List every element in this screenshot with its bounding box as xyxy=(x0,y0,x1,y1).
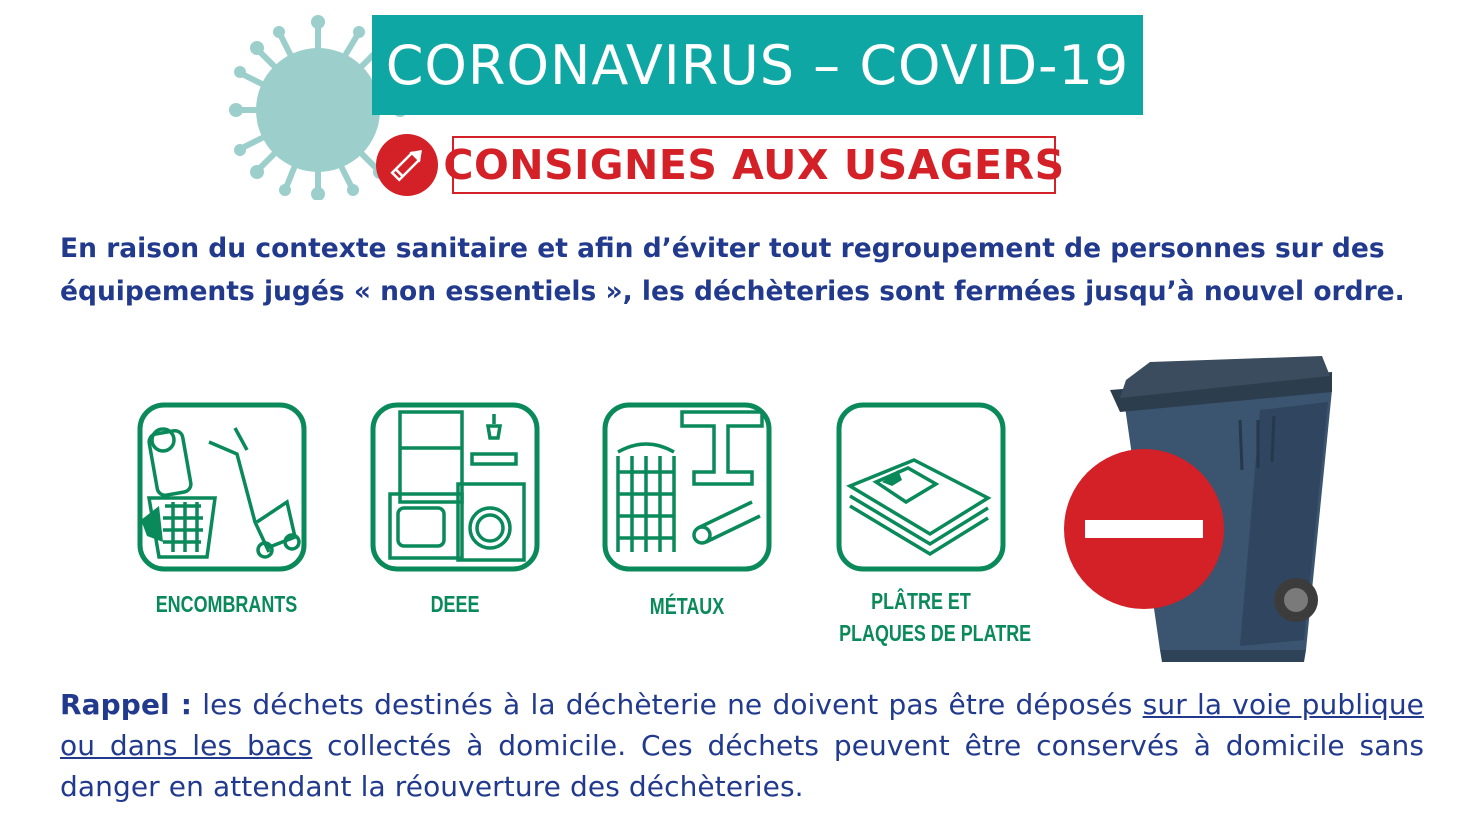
waste-label-encombrants: ENCOMBRANTS xyxy=(155,591,298,617)
page-title: CORONAVIRUS – COVID-19 xyxy=(372,15,1143,115)
bulky-waste-icon xyxy=(137,402,307,572)
intro-line: équipements jugés « non essentiels », les déchèteries sont fermées jusqu’à nouvel ordre. xyxy=(60,276,1405,307)
intro-line: En raison du contexte sanitaire et afin d’éviter tout regroupement de personnes sur des xyxy=(60,233,1385,264)
waste-card-metaux xyxy=(602,402,772,572)
waste-card-platre xyxy=(836,402,1006,572)
reminder-label: Rappel : xyxy=(60,688,193,721)
reminder-part: collectés à domicile. Ces déchets peuvent être conservés à domicile sans danger en attendant la réouverture des déchèteries. xyxy=(60,729,1425,803)
waste-label-line: PLAQUES DE PLATRE xyxy=(839,620,1032,646)
reminder-part: les déchets destinés à la déchèterie ne doivent pas être déposés xyxy=(192,688,1143,721)
waste-label-deee: DEEE xyxy=(430,591,480,617)
waste-card-encombrants xyxy=(137,402,307,572)
reminder-text xyxy=(60,684,1424,807)
metals-icon xyxy=(602,402,772,572)
no-entry-icon xyxy=(1063,448,1225,610)
pencil-icon xyxy=(376,134,438,196)
waste-label-line: PLÂTRE ET xyxy=(871,588,971,614)
electronics-icon xyxy=(370,402,540,572)
waste-label-metaux: MÉTAUX xyxy=(649,593,725,619)
intro-text xyxy=(60,227,1450,313)
waste-card-deee xyxy=(370,402,540,572)
plaster-icon xyxy=(836,402,1006,572)
reminder-underlined: sur la voie publique ou dans les bacs xyxy=(60,688,1425,762)
page-subtitle: CONSIGNES AUX USAGERS xyxy=(452,136,1056,194)
waste-label-platre xyxy=(839,585,1032,649)
